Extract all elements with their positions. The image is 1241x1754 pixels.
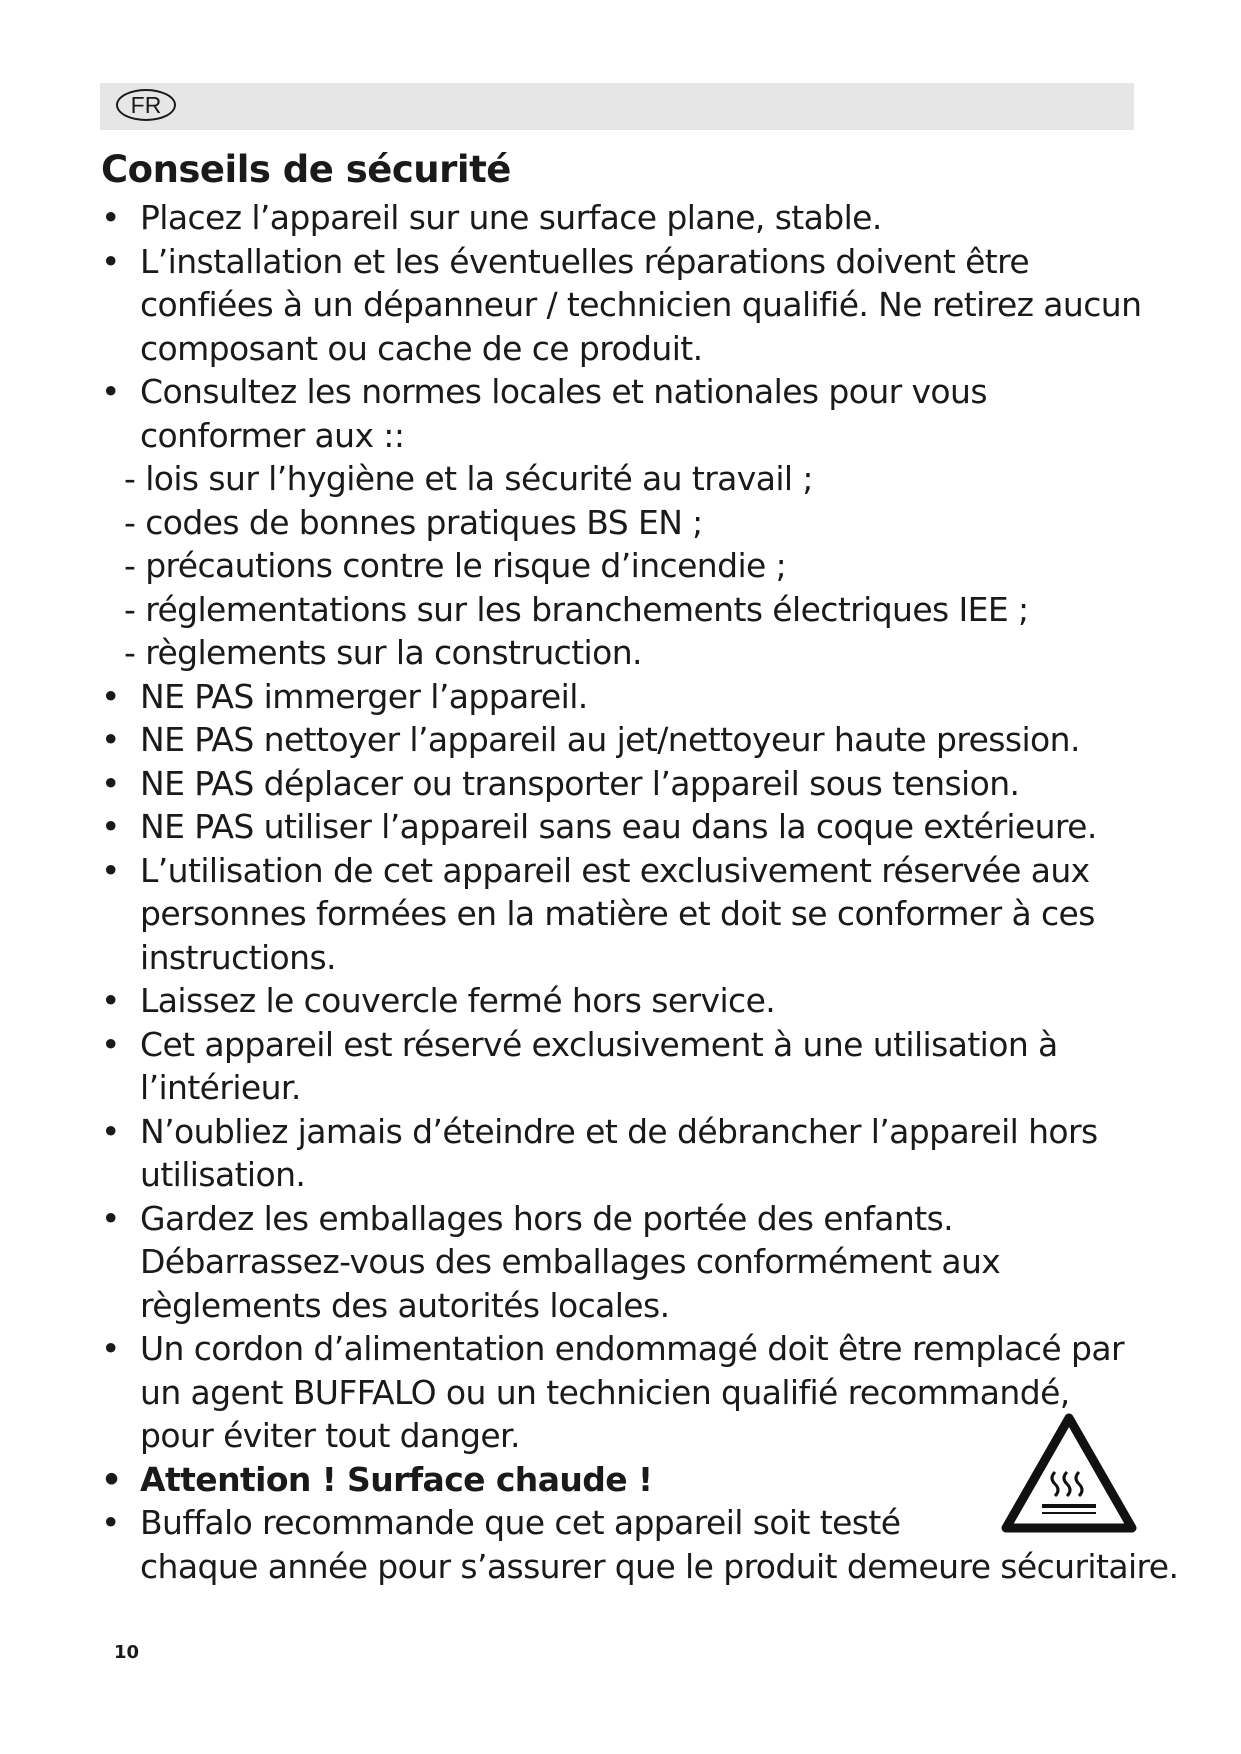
list-item	[101, 240, 1151, 284]
list-item-continuation: utilisation.	[140, 1155, 306, 1194]
bullet: •	[101, 807, 120, 846]
bullet: •	[101, 763, 120, 803]
list-item-text: NE PAS immerger l’appareil.	[140, 676, 588, 716]
list-item	[101, 196, 1151, 240]
language-badge: FR	[116, 89, 176, 121]
list-item-continuation: pour éviter tout danger.	[140, 1416, 520, 1455]
list-item-text: NE PAS déplacer ou transporter l’appareil sous tension.	[140, 763, 1020, 803]
list-item	[101, 1327, 1151, 1371]
list-item	[101, 849, 1151, 893]
list-item-continuation: chaque année pour s’assurer que le produit demeure sécuritaire.	[140, 1546, 1179, 1586]
list-item-text: Placez l’appareil sur une surface plane, stable.	[140, 198, 882, 237]
bullet: •	[101, 1024, 120, 1064]
list-item	[101, 979, 1151, 1023]
page-title: Conseils de sécurité	[101, 148, 511, 191]
list-item-text: Laissez le couvercle fermé hors service.	[140, 981, 776, 1020]
bullet: •	[101, 1198, 120, 1238]
list-item-text: Buffalo recommande que cet appareil soit testé	[140, 1503, 901, 1542]
sub-list-item: - lois sur l’hygiène et la sécurité au travail ;	[124, 459, 813, 498]
list-item	[101, 675, 1151, 719]
bullet: •	[101, 850, 120, 890]
list-item	[101, 718, 1151, 762]
list-item-continuation: un agent BUFFALO ou un technicien qualifié recommandé,	[140, 1372, 1070, 1412]
list-item-continuation: conformer aux ::	[140, 415, 405, 455]
list-item-text: NE PAS nettoyer l’appareil au jet/nettoyeur haute pression.	[140, 720, 1080, 759]
list-item	[101, 1197, 1151, 1241]
list-item-text: L’utilisation de cet appareil est exclusivement réservée aux	[140, 850, 1090, 890]
header-bar	[100, 83, 1134, 130]
list-item-text: Consultez les normes locales et nationales pour vous	[140, 372, 987, 411]
bullet: •	[101, 676, 120, 716]
bullet: •	[101, 1111, 120, 1151]
list-item	[101, 1110, 1151, 1154]
bullet: •	[101, 720, 120, 759]
list-item-text: L’installation et les éventuelles réparations doivent être	[140, 241, 1030, 281]
list-item	[101, 762, 1151, 806]
list-item	[101, 805, 1151, 849]
bullet: •	[101, 981, 120, 1020]
hot-surface-warning-icon	[1000, 1412, 1138, 1534]
bullet: •	[101, 1329, 120, 1368]
sub-list-item: - règlements sur la construction.	[124, 633, 642, 672]
safety-list	[101, 196, 1179, 1588]
list-item-continuation: composant ou cache de ce produit.	[140, 328, 703, 368]
bullet: •	[101, 1503, 120, 1542]
list-item-continuation: Débarrassez-vous des emballages conformément aux	[140, 1242, 1001, 1281]
list-item-text: Cet appareil est réservé exclusivement à une utilisation à	[140, 1024, 1058, 1064]
list-item	[101, 1501, 1151, 1545]
list-item-continuation: personnes formées en la matière et doit se conformer à ces	[140, 894, 1095, 933]
sub-list-item: - codes de bonnes pratiques BS EN ;	[124, 502, 703, 542]
bullet: •	[101, 1459, 122, 1499]
list-item-text: Gardez les emballages hors de portée des enfants.	[140, 1198, 954, 1238]
list-item-text: NE PAS utiliser l’appareil sans eau dans la coque extérieure.	[140, 807, 1097, 846]
bullet: •	[101, 241, 120, 281]
list-item-continuation: confiées à un dépanneur / technicien qualifié. Ne retirez aucun	[140, 285, 1142, 324]
sub-list-item: - précautions contre le risque d’incendie ;	[124, 546, 787, 585]
page-number: 10	[114, 1642, 140, 1663]
bullet: •	[101, 372, 120, 411]
list-item-continuation: règlements des autorités locales.	[140, 1285, 670, 1325]
list-item-text: N’oubliez jamais d’éteindre et de débrancher l’appareil hors	[140, 1111, 1098, 1151]
list-item	[101, 1023, 1151, 1067]
list-item-continuation: l’intérieur.	[140, 1068, 301, 1107]
list-item	[101, 370, 1151, 414]
list-item-text: Un cordon d’alimentation endommagé doit être remplacé par	[140, 1329, 1124, 1368]
warning-text: Attention ! Surface chaude !	[140, 1459, 653, 1499]
list-item-warning	[101, 1458, 1151, 1502]
bullet: •	[101, 198, 120, 237]
sub-list-item: - réglementations sur les branchements électriques IEE ;	[124, 589, 1029, 629]
list-item-continuation: instructions.	[140, 937, 336, 977]
